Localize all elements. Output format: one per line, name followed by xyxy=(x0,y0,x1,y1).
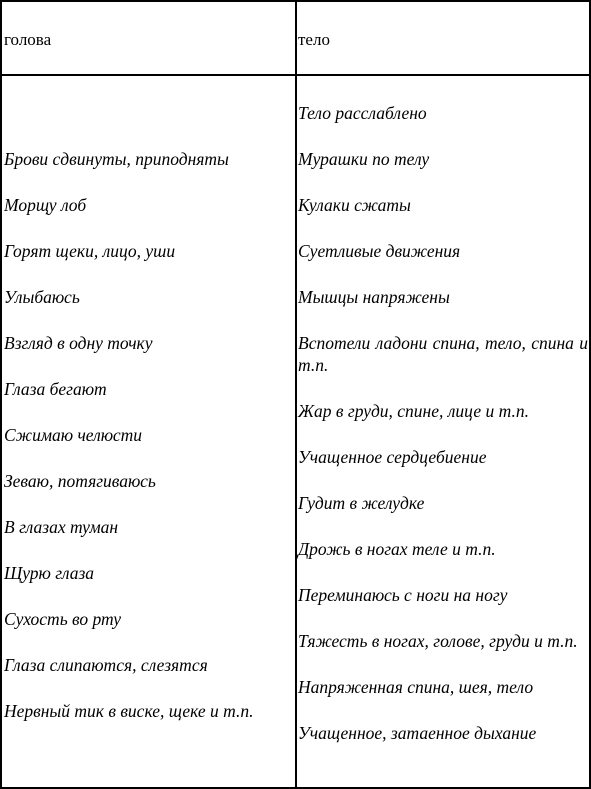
list-item: Тело расслаблено xyxy=(298,103,427,123)
head-column xyxy=(4,148,293,746)
list-item: Сжимаю челюсти xyxy=(4,425,143,445)
list-item: Мышцы напряжены xyxy=(298,287,450,307)
list-item: Кулаки сжаты xyxy=(298,195,411,215)
list-item: Мурашки по телу xyxy=(298,149,430,169)
list-item: Переминаюсь с ноги на ногу xyxy=(298,585,508,605)
list-item: Тяжесть в ногах, голове, груди и т.п. xyxy=(298,631,578,651)
list-item: Глаза слипаются, слезятся xyxy=(4,655,208,675)
list-item: Глаза бегают xyxy=(4,379,107,399)
list-item: Учащенное, затаенное дыхание xyxy=(298,723,537,743)
list-item: Улыбаюсь xyxy=(4,287,80,307)
list-item: Взгляд в одну точку xyxy=(4,333,153,353)
list-item: Суетливые движения xyxy=(298,241,461,261)
list-item: Дрожь в ногах теле и т.п. xyxy=(298,539,496,559)
list-item: Сухость во рту xyxy=(4,609,122,629)
list-item: Жар в груди, спине, лице и т.п. xyxy=(298,401,529,421)
list-item: В глазах туман xyxy=(4,517,119,537)
list-item: Нервный тик в виске, щеке и т.п. xyxy=(4,701,254,721)
body-column xyxy=(298,102,588,768)
list-item: Гудит в желудке xyxy=(298,493,425,513)
list-item: Зеваю, потягиваюсь xyxy=(4,471,156,491)
header-cell-body: тело xyxy=(298,30,330,49)
list-item: Учащенное сердцебиение xyxy=(298,447,487,467)
list-item: Морщу лоб xyxy=(4,195,87,215)
list-item: Щурю глаза xyxy=(4,563,95,583)
list-item: Вспотели ладони спина, тело, спина и т.п. xyxy=(298,333,588,375)
list-item: Напряженная спина, шея, тело xyxy=(298,677,534,697)
column-divider xyxy=(295,2,297,787)
list-item: Горят щеки, лицо, уши xyxy=(4,241,176,261)
header-cell-head: голова xyxy=(4,30,52,49)
list-item: Брови сдвинуты, приподняты xyxy=(4,149,229,169)
